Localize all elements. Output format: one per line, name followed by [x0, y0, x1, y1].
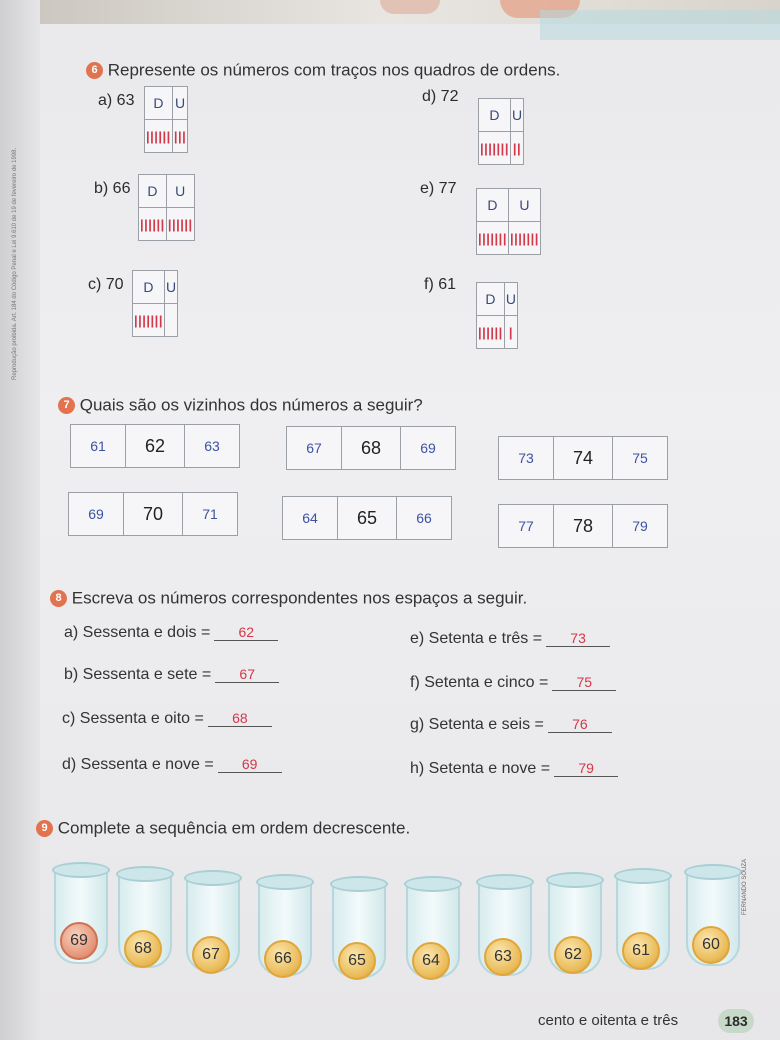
tens-header: D — [477, 283, 505, 316]
tube-rim — [684, 864, 742, 880]
neighbours-box — [282, 496, 452, 540]
answer-blank[interactable]: 76 — [548, 716, 612, 733]
fill-item-g — [410, 716, 612, 734]
answer-blank[interactable]: 69 — [218, 756, 282, 773]
number-ball: 60 — [692, 926, 730, 964]
answer-blank[interactable]: 73 — [546, 630, 610, 647]
exercise-6-title: Represente os números com traços nos quadros de ordens. — [107, 60, 561, 80]
tube-rim — [546, 872, 604, 888]
exercise-9-heading — [36, 818, 410, 839]
tens-header: D — [145, 87, 173, 120]
fill-item-h — [410, 760, 618, 778]
neighbours-box — [498, 436, 668, 480]
fill-text: a) Sessenta e dois = — [64, 624, 211, 641]
neighbour-before: 64 — [283, 497, 338, 540]
place-value-table — [144, 86, 188, 153]
number-ball: 65 — [338, 942, 376, 980]
tens-tally: |||||| — [477, 316, 505, 349]
tens-header: D — [477, 189, 509, 222]
units-tally: || — [510, 132, 523, 165]
answer-blank[interactable]: 67 — [215, 666, 279, 683]
neighbour-after: 75 — [613, 437, 668, 480]
place-value-table — [132, 270, 178, 337]
fill-text: e) Setenta e três = — [410, 630, 543, 647]
answer-blank[interactable]: 62 — [214, 624, 278, 641]
units-header: U — [504, 283, 517, 316]
fill-text: d) Sessenta e nove = — [62, 756, 214, 773]
number-ball: 69 — [60, 922, 98, 960]
test-tube — [406, 882, 460, 978]
neighbour-before: 67 — [287, 427, 342, 470]
tube-rim — [184, 870, 242, 886]
item-label: d) 72 — [422, 88, 459, 105]
units-header: U — [508, 189, 540, 222]
number-ball: 66 — [264, 940, 302, 978]
item-label: a) 63 — [98, 92, 135, 109]
tube-rim — [256, 874, 314, 890]
exercise-9-number: 9 — [36, 820, 53, 837]
top-decoration — [380, 0, 440, 14]
exercise-6-heading — [86, 60, 560, 81]
test-tube — [686, 870, 740, 966]
neighbour-center: 70 — [124, 493, 183, 536]
exercise-7-number: 7 — [58, 397, 75, 414]
test-tube — [478, 880, 532, 976]
exercise-7-title: Quais são os vizinhos dos números a seguir? — [79, 395, 423, 415]
units-header: U — [166, 175, 194, 208]
fill-item-e — [410, 630, 610, 648]
copyright-notice: Reprodução proibida. Art. 184 do Código Penal e Lei 9.610 de 19 de fevereiro de 1998. — [12, 147, 18, 380]
neighbour-center: 65 — [338, 497, 397, 540]
tube-rim — [52, 862, 110, 878]
tube-rim — [404, 876, 462, 892]
neighbour-center: 62 — [126, 425, 185, 468]
test-tube — [332, 882, 386, 978]
illustration-credit: FERNANDO SOUZA — [742, 858, 748, 915]
units-tally: ||||||| — [508, 222, 540, 255]
page-gutter — [0, 0, 40, 1040]
page-number: 183 — [718, 1009, 754, 1033]
fill-item-c — [62, 710, 272, 728]
answer-blank[interactable]: 79 — [554, 760, 618, 777]
place-value-table — [138, 174, 195, 241]
neighbour-before: 77 — [499, 505, 554, 548]
exercise-9-title: Complete a sequência em ordem decrescente. — [57, 818, 411, 838]
exercise-6-number: 6 — [86, 62, 103, 79]
neighbours-box — [286, 426, 456, 470]
fill-text: b) Sessenta e sete = — [64, 666, 212, 683]
neighbour-after: 69 — [401, 427, 456, 470]
neighbour-after: 66 — [397, 497, 452, 540]
tube-rim — [614, 868, 672, 884]
top-decoration — [540, 10, 780, 40]
fill-text: f) Setenta e cinco = — [410, 674, 549, 691]
tens-tally: ||||||| — [477, 222, 509, 255]
number-ball: 67 — [192, 936, 230, 974]
tens-tally: |||||| — [145, 120, 173, 153]
units-tally: ||| — [172, 120, 187, 153]
item-label: b) 66 — [94, 180, 131, 197]
fill-text: h) Setenta e nove = — [410, 760, 551, 777]
tens-tally: |||||| — [139, 208, 167, 241]
exercise-8-number: 8 — [50, 590, 67, 607]
neighbour-center: 68 — [342, 427, 401, 470]
number-ball: 68 — [124, 930, 162, 968]
item-label: c) 70 — [88, 276, 124, 293]
neighbours-box — [498, 504, 668, 548]
test-tube — [616, 874, 670, 970]
page-number-words: cento e oitenta e três — [538, 1012, 679, 1029]
neighbour-after: 63 — [185, 425, 240, 468]
units-header: U — [510, 99, 523, 132]
test-tube — [548, 878, 602, 974]
units-tally — [164, 304, 177, 337]
exercise-8-heading — [50, 588, 527, 609]
test-tube — [118, 872, 172, 968]
number-ball: 63 — [484, 938, 522, 976]
tens-tally: ||||||| — [479, 132, 511, 165]
test-tube — [258, 880, 312, 976]
test-tube — [186, 876, 240, 972]
test-tube — [54, 868, 108, 964]
tube-rim — [476, 874, 534, 890]
fill-item-d — [62, 756, 282, 774]
tube-rim — [116, 866, 174, 882]
exercise-8-title: Escreva os números correspondentes nos espaços a seguir. — [71, 588, 528, 608]
neighbour-center: 74 — [554, 437, 613, 480]
neighbour-before: 73 — [499, 437, 554, 480]
fill-text: c) Sessenta e oito = — [62, 710, 204, 727]
neighbours-box — [70, 424, 240, 468]
fill-item-b — [64, 666, 279, 684]
fill-item-f — [410, 674, 616, 692]
units-tally: |||||| — [166, 208, 194, 241]
item-label: e) 77 — [420, 180, 457, 197]
neighbour-after: 71 — [183, 493, 238, 536]
number-ball: 64 — [412, 942, 450, 980]
item-label: f) 61 — [424, 276, 457, 293]
units-tally: | — [504, 316, 517, 349]
neighbour-after: 79 — [613, 505, 668, 548]
number-ball: 62 — [554, 936, 592, 974]
fill-text: g) Setenta e seis = — [410, 716, 544, 733]
tens-header: D — [133, 271, 165, 304]
place-value-table — [478, 98, 524, 165]
answer-blank[interactable]: 75 — [552, 674, 616, 691]
neighbour-before: 61 — [71, 425, 126, 468]
number-ball: 61 — [622, 932, 660, 970]
answer-blank[interactable]: 68 — [208, 710, 272, 727]
neighbour-center: 78 — [554, 505, 613, 548]
neighbours-box — [68, 492, 238, 536]
tens-header: D — [479, 99, 511, 132]
tens-header: D — [139, 175, 167, 208]
tens-tally: ||||||| — [133, 304, 165, 337]
place-value-table — [476, 188, 541, 255]
units-header: U — [172, 87, 187, 120]
fill-item-a — [64, 624, 278, 642]
exercise-7-heading — [58, 395, 423, 416]
place-value-table — [476, 282, 518, 349]
units-header: U — [164, 271, 177, 304]
tube-rim — [330, 876, 388, 892]
neighbour-before: 69 — [69, 493, 124, 536]
